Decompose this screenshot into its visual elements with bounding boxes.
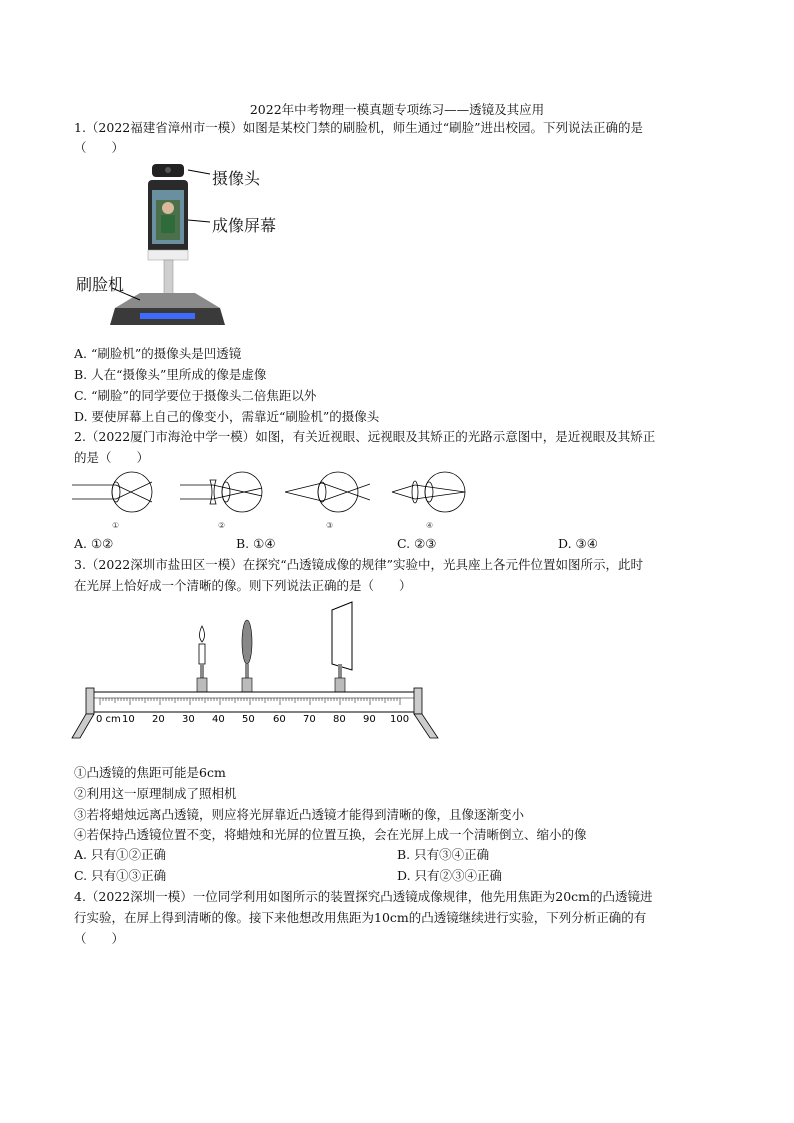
q1-option-a: A. “刷脸机”的摄像头是凹透镜: [74, 346, 242, 361]
candle-flame: [200, 626, 205, 642]
q1-stem-line1: 1.（2022福建省漳州市一模）如图是某校门禁的刷脸机，师生通过“刷脸”进出校园。下列说法正确的是: [74, 120, 644, 135]
screen-label: 成像屏幕: [212, 216, 277, 235]
q2-option-c: C. ②③: [397, 536, 437, 551]
q4-stem-line3: （ ）: [74, 931, 125, 946]
tick-label-100: 100: [390, 714, 410, 725]
q3-option-a: A. 只有①②正确: [74, 847, 166, 862]
q4-stem-line1: 4.（2022深圳一模）一位同学利用如图所示的装置探究凸透镜成像规律，他先用焦距为20cm的凸透镜进: [74, 889, 653, 904]
q3-stem-line1: 3.（2022深圳市盐田区一模）在探究“凸透镜成像的规律”实验中，光具座上各元件位置如图所示，此时: [74, 557, 644, 572]
q3-statement-4: ④若保持凸透镜位置不变，将蜡烛和光屏的位置互换，会在光屏上成一个清晰倒立、缩小的像: [74, 827, 587, 842]
face-scanner-figure: [70, 160, 300, 335]
tick-label-20: 20: [152, 714, 165, 725]
tick-label-90: 90: [363, 714, 376, 725]
eye-diagrams: [70, 470, 480, 535]
eye-diagram-3: [285, 472, 370, 512]
page-title: 2022年中考物理一模真题专项练习——透镜及其应用: [249, 102, 545, 117]
q3-statement-1: ①凸透镜的焦距可能是6cm: [74, 765, 226, 780]
candle: [199, 644, 205, 664]
tick-label-50: 50: [242, 714, 255, 725]
q2-option-b: B. ①④: [236, 536, 276, 551]
optical-bench-figure: [70, 600, 450, 740]
eye-caption-4: ④: [426, 521, 434, 530]
eye-diagram-2: [180, 472, 262, 512]
q2-option-a: A. ①②: [74, 536, 114, 551]
tick-label-0: 0 cm: [96, 714, 121, 725]
q3-option-d: D. 只有②③④正确: [397, 868, 503, 883]
q3-option-c: C. 只有①③正确: [74, 868, 167, 883]
q1-option-c: C. “刷脸”的同学要位于摄像头二倍焦距以外: [74, 388, 317, 403]
q3-statement-3: ③若将蜡烛远离凸透镜，则应将光屏靠近凸透镜才能得到清晰的像，且像逐渐变小: [74, 807, 525, 822]
eye-caption-1: ①: [112, 521, 120, 530]
q2-stem-line1: 2.（2022厦门市海沧中学一模）如图，有关近视眼、远视眼及其矫正的光路示意图中，是近视眼及其矫正: [74, 429, 656, 444]
eye-caption-2: ②: [218, 521, 226, 530]
eye-diagram-4: [392, 472, 465, 512]
machine-label: 刷脸机: [76, 275, 125, 294]
tick-label-30: 30: [182, 714, 195, 725]
q4-stem-line2: 行实验，在屏上得到清晰的像。接下来他想改用焦距为10cm的凸透镜继续进行实验，下列分析正确的有: [74, 910, 647, 925]
tick-label-70: 70: [303, 714, 316, 725]
camera-label: 摄像头: [212, 169, 261, 188]
q3-stem-line2: 在光屏上恰好成一个清晰的像。则下列说法正确的是（ ）: [74, 578, 412, 593]
tick-label-40: 40: [212, 714, 225, 725]
q3-option-b: B. 只有③④正确: [397, 847, 490, 862]
optical-rail: [90, 692, 418, 712]
tick-label-10: 10: [122, 714, 135, 725]
q2-option-d: D. ③④: [558, 536, 598, 551]
q1-option-b: B. 人在“摄像头”里所成的像是虚像: [74, 367, 267, 382]
q1-option-d: D. 要使屏幕上自己的像变小，需靠近“刷脸机”的摄像头: [74, 409, 380, 424]
q1-stem-line2: （ ）: [74, 140, 125, 155]
tick-label-80: 80: [333, 714, 346, 725]
light-screen: [332, 602, 352, 670]
eye-caption-3: ③: [326, 521, 334, 530]
convex-lens: [242, 620, 252, 664]
eye-diagram-1: [72, 472, 152, 512]
q2-stem-line2: 的是（ ）: [74, 450, 150, 465]
q3-statement-2: ②利用这一原理制成了照相机: [74, 786, 237, 801]
tick-label-60: 60: [273, 714, 286, 725]
